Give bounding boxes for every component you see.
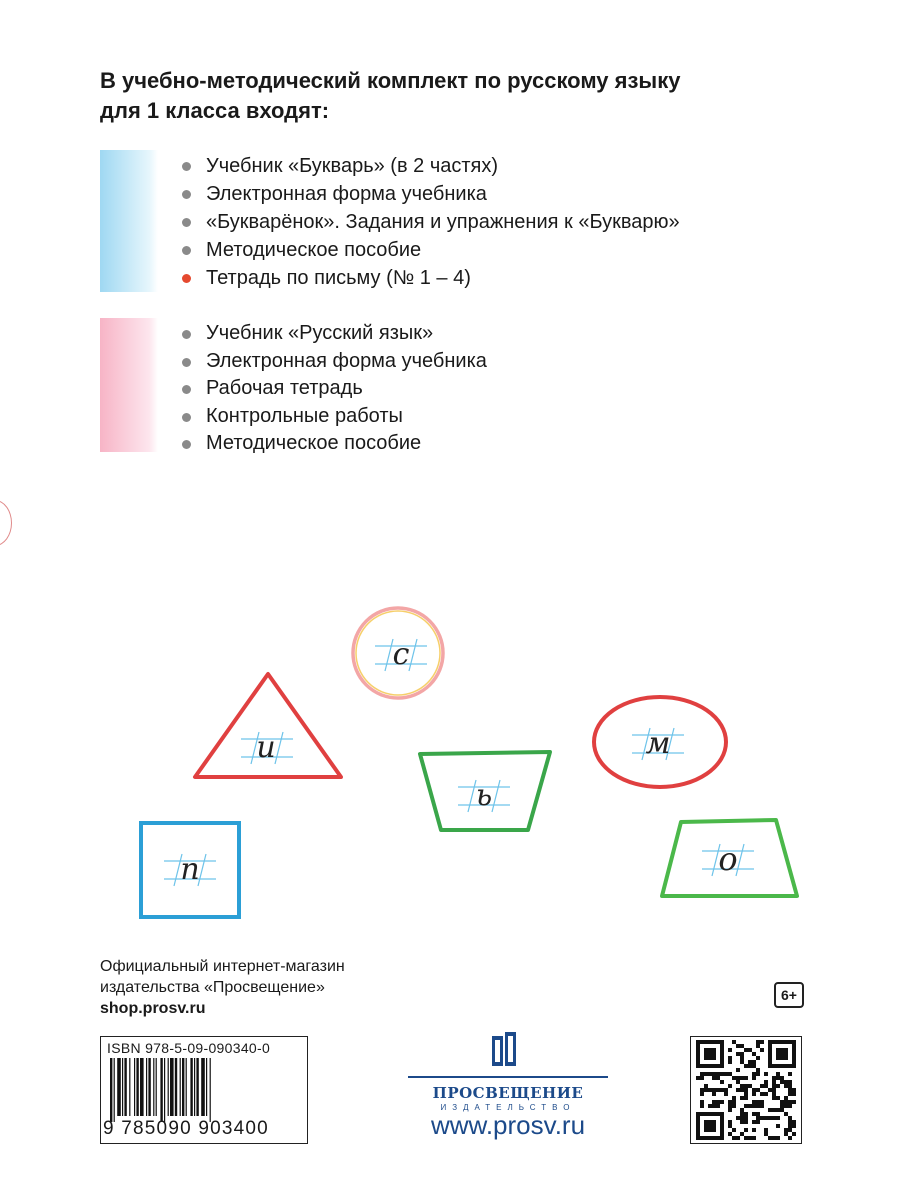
edge-mark: [0, 500, 12, 546]
bullet-icon: [182, 218, 191, 227]
publisher-subtitle: ИЗДАТЕЛЬСТВО: [440, 1103, 576, 1112]
square-shape: [141, 823, 239, 917]
bukvar-kit-list: [182, 152, 680, 292]
list-item: Методическое пособие: [182, 236, 680, 264]
letter-p: п: [180, 852, 200, 887]
bullet-icon: [182, 358, 191, 367]
logo-divider: [408, 1076, 608, 1078]
bullet-icon: [182, 413, 191, 422]
shop-line-2: издательства «Просвещение»: [100, 979, 325, 996]
list-item: Электронная форма учебника: [182, 180, 680, 208]
blue-accent-bar: [100, 150, 158, 292]
list-item: Учебник «Букварь» (в 2 частях): [182, 152, 680, 180]
shop-url: shop.prosv.ru: [100, 1000, 206, 1017]
list-item: Методическое пособие: [182, 430, 487, 458]
heading-line-2: для 1 класса входят:: [100, 98, 330, 123]
letter-m: м: [645, 726, 671, 761]
trapezoid-shape: [420, 752, 550, 830]
bullet-icon: [182, 190, 191, 199]
qr-code: [690, 1036, 802, 1144]
letter-shapes-illustration: [0, 590, 900, 920]
bullet-icon: [182, 274, 191, 283]
circle-shape: [353, 608, 443, 698]
letter-o: о: [718, 840, 738, 878]
bullet-icon: [182, 246, 191, 255]
letter-soft-sign: ь: [475, 778, 493, 813]
list-item: Тетрадь по письму (№ 1 – 4): [182, 264, 680, 292]
heading-line-1: В учебно-методический комплект по русскому языку: [100, 68, 681, 93]
online-shop-info: [100, 956, 345, 1019]
bullet-icon: [182, 330, 191, 339]
list-item: «Букварёнок». Задания и упражнения к «Букварю»: [182, 208, 680, 236]
qr-code-icon: [696, 1040, 796, 1140]
triangle-shape: [195, 674, 341, 777]
bullet-icon: [182, 162, 191, 171]
list-item: Контрольные работы: [182, 403, 487, 431]
isbn-label: ISBN 978-5-09-090340-0: [107, 1040, 271, 1056]
letter-i: и: [256, 730, 276, 765]
book-pages-icon: [490, 1030, 518, 1068]
shop-line-1: Официальный интернет-магазин: [100, 958, 345, 975]
barcode-icon: [109, 1058, 299, 1122]
russian-language-kit-list: [182, 320, 487, 458]
publisher-website: www.prosv.ru: [430, 1110, 586, 1140]
letter-s: с: [392, 637, 410, 672]
isbn-barcode-box: [100, 1036, 308, 1144]
pink-accent-bar: [100, 318, 158, 452]
bukvar-kit-group: [100, 150, 860, 292]
barcode-digits: 9 785090 903400: [103, 1118, 269, 1139]
age-rating-badge: 6+: [774, 982, 804, 1008]
trapezoid-shape-bottom: [662, 820, 797, 896]
russian-language-kit-group: [100, 318, 860, 452]
bullet-icon: [182, 440, 191, 449]
kit-heading: [100, 66, 860, 126]
bullet-icon: [182, 385, 191, 394]
list-item: Рабочая тетрадь: [182, 375, 487, 403]
publisher-name: ПРОСВЕЩЕНИЕ: [432, 1084, 584, 1102]
list-item: Учебник «Русский язык»: [182, 320, 487, 348]
ellipse-shape: [594, 697, 726, 787]
list-item: Электронная форма учебника: [182, 348, 487, 376]
